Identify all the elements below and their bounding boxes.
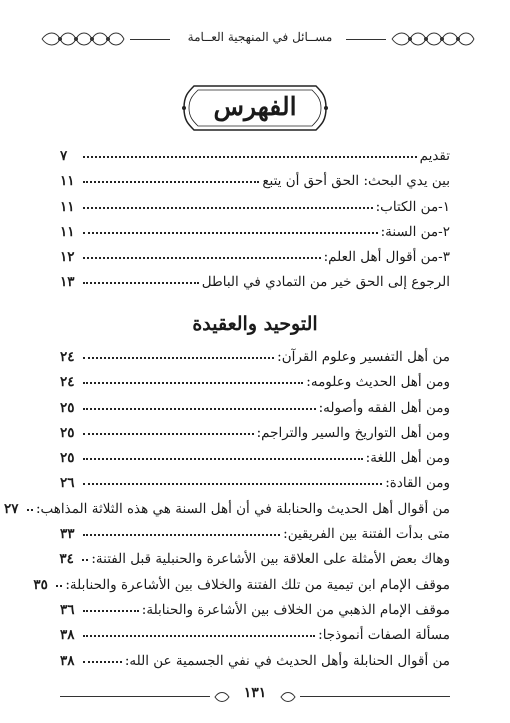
toc-entry-title: ومن أهل الفقه وأصوله: (318, 399, 450, 416)
toc-entry (60, 475, 450, 500)
header-rule-right (346, 39, 386, 40)
toc-entry-page: ٣٣ (60, 526, 75, 543)
toc-entry-page: ٢٤ (60, 374, 75, 391)
toc-entry (60, 551, 450, 576)
toc-entry (60, 602, 450, 627)
toc-entry (60, 274, 450, 299)
toc-entry-title: ومن أهل التواريخ والسير والتراجم: (256, 424, 450, 441)
dot-leader (83, 357, 274, 359)
toc-entry-page: ٢٥ (60, 424, 75, 441)
toc-entry-page: ٢٥ (60, 450, 75, 467)
dot-leader (83, 458, 363, 460)
toc-entry-title: ٣-من أقوال أهل العلم: (323, 249, 450, 266)
toc-entry-page: ٣٥ (33, 576, 48, 593)
page-footer (60, 685, 450, 709)
running-title: مســائل في المنهجية العــامة (187, 30, 333, 44)
footer-rule-left (60, 696, 210, 697)
toc-entry-title: موقف الإمام الذهبي من الخلاف بين الأشاعرة والحنابلة: (141, 601, 450, 618)
dot-leader (83, 635, 315, 637)
dot-leader (83, 408, 316, 410)
toc-entry (60, 199, 450, 224)
dot-leader (27, 509, 33, 511)
footer-rule-right (300, 696, 450, 697)
toc-entry-page: ٢٤ (60, 349, 75, 365)
header-rule-left (130, 39, 170, 40)
toc-entry (60, 349, 450, 374)
dot-leader (56, 585, 62, 587)
dot-leader (83, 257, 321, 259)
toc-entry-page: ١١ (60, 173, 75, 190)
footer-ornament-right-icon (280, 691, 296, 703)
dot-leader (83, 282, 199, 284)
toc-entry-title: ومن القادة: (385, 475, 450, 492)
toc-entry-title: الرجوع إلى الحق خير من التمادي في الباطل (201, 274, 450, 291)
toc-entry (60, 425, 450, 450)
section-title: التوحيد والعقيدة (192, 313, 318, 335)
toc-entry (60, 148, 450, 173)
toc-entry-title: ومن أهل اللغة: (365, 450, 450, 467)
right-ornament-icon (390, 28, 478, 50)
toc-entry (3, 500, 450, 526)
page-number: ١٣١ (243, 685, 267, 701)
page-title: الفهرس (213, 92, 297, 121)
title-frame (180, 82, 330, 134)
toc-entry-title: ١-من الكتاب: (375, 198, 450, 215)
toc-entry (60, 374, 450, 399)
toc-list-intro (60, 148, 450, 300)
toc-entry-page: ٢٧ (3, 500, 19, 517)
toc-entry-title: تقديم (419, 148, 450, 164)
toc-entry (60, 653, 450, 678)
dot-leader (82, 559, 88, 561)
toc-entry (60, 400, 450, 425)
dot-leader (83, 661, 122, 663)
dot-leader (83, 181, 259, 183)
toc-entry-page: ٣٨ (60, 627, 75, 644)
toc-entry (60, 224, 450, 249)
toc-entry-title: بين يدي البحث: الحق أحق أن يتبع (262, 173, 450, 190)
toc-entry-title: مسألة الصفات أنموذجا: (318, 627, 450, 644)
toc-entry (60, 450, 450, 475)
toc-entry-title: ٢-من السنة: (380, 223, 450, 240)
toc-entry-page: ٧ (60, 148, 68, 164)
toc-entry-page: ١١ (60, 198, 75, 215)
toc-entry-page: ٢٥ (60, 399, 75, 416)
toc-list-tawhid (3, 349, 450, 678)
toc-entry-page: ٣٤ (59, 551, 74, 568)
toc-entry-title: ومن أهل الحديث وعلومه: (306, 374, 450, 391)
toc-entry-page: ١٣ (60, 274, 75, 291)
toc-entry-title: من أهل التفسير وعلوم القرآن: (277, 349, 450, 365)
toc-entry-title: من أقوال أهل الحديث والحنابلة في أن أهل السنة هي هذه الثلاثة المذاهب: (35, 500, 450, 517)
dot-leader (83, 433, 254, 435)
toc-entry (60, 173, 450, 198)
dot-leader (83, 156, 417, 158)
toc-entry (60, 249, 450, 274)
dot-leader (83, 207, 373, 209)
toc-entry (60, 627, 450, 652)
dot-leader (83, 610, 139, 612)
dot-leader (83, 232, 378, 234)
toc-entry-title: وهاك بعض الأمثلة على العلاقة بين الأشاعرة والحنبلية قبل الفتنة: (91, 551, 450, 568)
toc-entry (33, 576, 450, 602)
dot-leader (83, 483, 382, 485)
toc-entry-title: موقف الإمام ابن تيمية من تلك الفتنة والخلاف بين الأشاعرة والحنابلة: (65, 576, 450, 593)
toc-entry-page: ٢٦ (60, 475, 75, 492)
toc-entry-page: ١٢ (60, 249, 75, 266)
toc-entry-page: ١١ (60, 223, 75, 240)
page-header (38, 26, 478, 52)
dot-leader (83, 382, 303, 384)
toc-entry-page: ٣٨ (60, 652, 75, 669)
toc-entry-title: متى بدأت الفتنة بين الفريقين: (283, 526, 450, 543)
toc-entry-page: ٣٦ (60, 601, 75, 618)
toc-entry-title: من أقوال الحنابلة وأهل الحديث في نفي الجسمية عن الله: (124, 652, 450, 669)
toc-entry (60, 526, 450, 551)
left-ornament-icon (38, 28, 126, 50)
dot-leader (83, 534, 280, 536)
